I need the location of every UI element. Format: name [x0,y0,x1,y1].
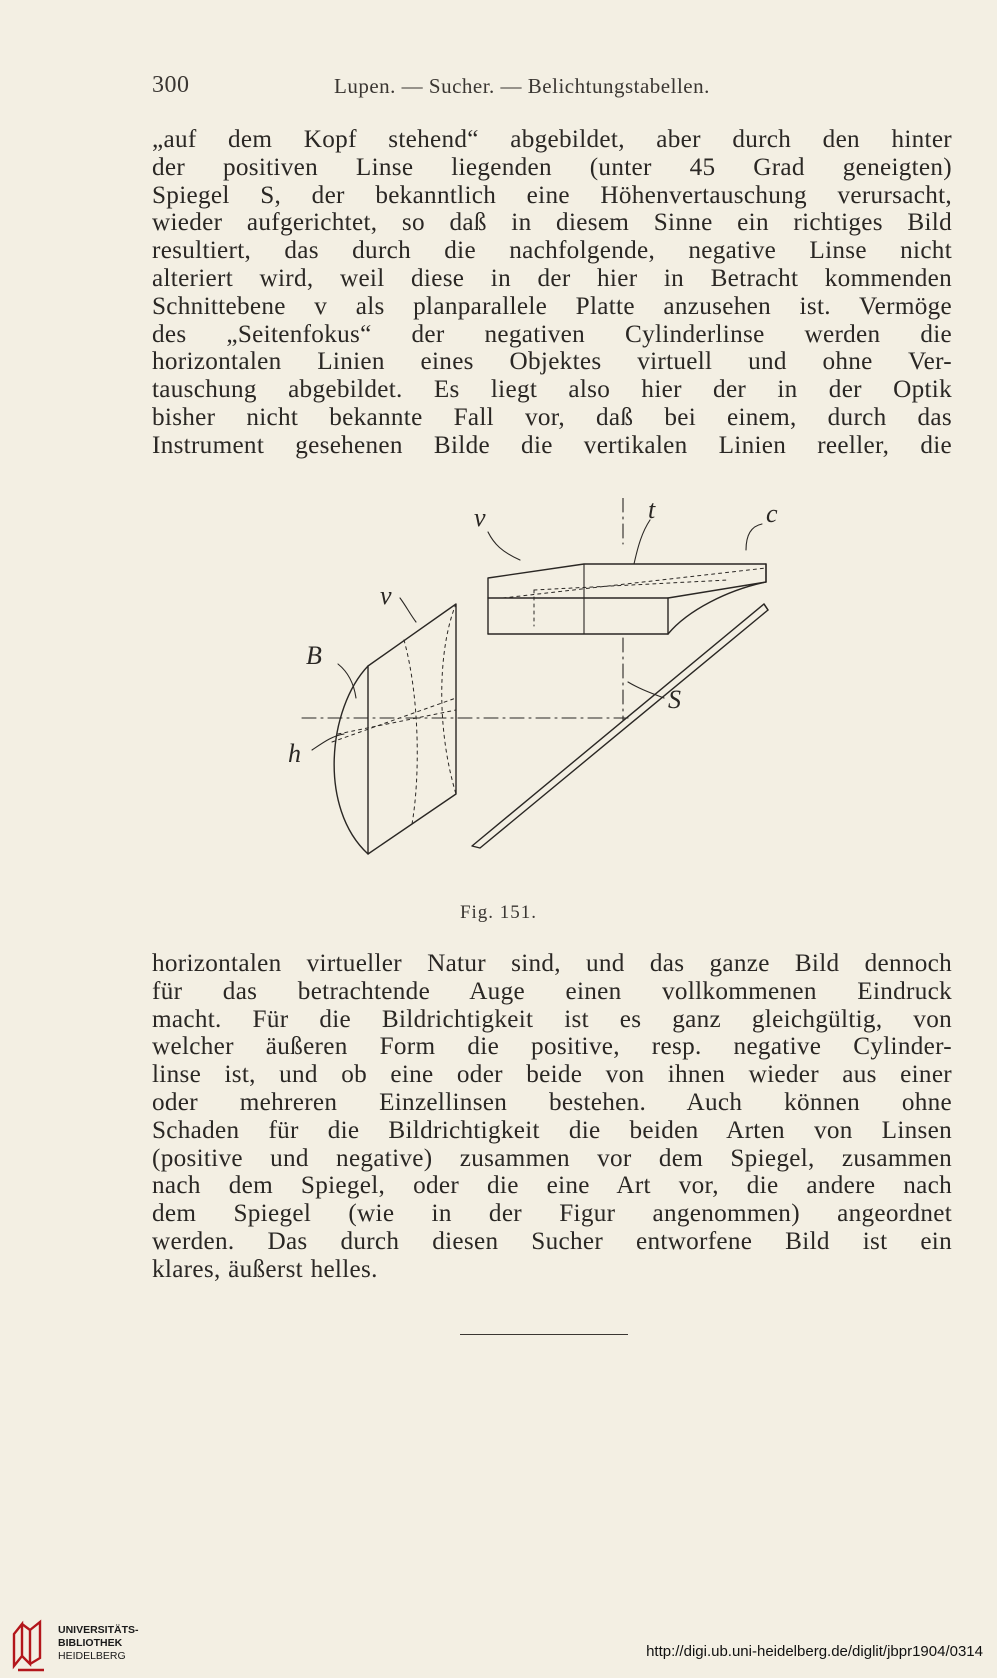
text-line: „auf dem Kopf stehend“ abgebildet, aber durch den hinter [152,126,952,153]
mirror-plate [472,604,768,848]
logo-line: UNIVERSITÄTS- [58,1624,139,1636]
paragraph-top [152,126,952,460]
text-line: oder mehreren Einzellinsen bestehen. Auch können ohne [152,1088,952,1116]
text-line: des „Seitenfokus“ der negativen Cylinderlinse werden die [152,320,952,348]
label-b: B [306,641,322,670]
text-line: der positiven Linse liegenden (unter 45 Grad geneigten) [152,153,952,181]
text-line: Spiegel S, der bekanntlich eine Höhenvertauschung verursacht, [152,181,952,209]
text-line: welcher äußeren Form die positive, resp. negative Cylinder- [152,1033,952,1061]
source-url[interactable]: http://digi.ub.uni-heidelberg.de/diglit/jbpr1904/0314 [646,1643,983,1660]
label-v-left: v [380,581,392,610]
label-s: S [668,685,681,714]
library-logo-text [58,1624,139,1663]
figure-caption: Fig. 151. [459,902,538,923]
logo-line: BIBLIOTHEK [58,1637,123,1649]
label-h: h [288,739,301,768]
text-line: Schaden für die Bildrichtigkeit die beiden Arten von Linsen [152,1116,952,1144]
text-line: resultiert, das durch die nachfolgende, negative Linse nicht [152,237,952,265]
leader-lines [312,520,762,750]
text-line: dem Spiegel (wie in der Figur angenommen) angeordnet [152,1200,952,1228]
page-header [152,72,952,104]
left-lens [332,604,456,854]
text-line: wieder aufgerichtet, so daß in diesem Sinne ein richtiges Bild [152,209,952,237]
library-logo-icon [10,1618,50,1672]
text-line: für das betrachtende Auge einen vollkommenen Eindruck [152,977,952,1005]
text-line: Schnittebene v als planparallele Platte anzusehen ist. Vermöge [152,292,952,320]
text-line: alteriert wird, weil diese in der hier in Betracht kommenden [152,264,952,292]
text-line: macht. Für die Bildrichtigkeit ist es ganz gleichgültig, von [152,1005,952,1033]
text-line: tauschung abgebildet. Es liegt also hier der in der Optik [152,376,952,404]
text-line: werden. Das durch diesen Sucher entworfene Bild ist ein [152,1227,952,1255]
logo-line: HEIDELBERG [58,1650,126,1662]
text-line: horizontalen Linien eines Objektes virtuell und ohne Ver- [152,348,952,376]
text-line: linse ist, und ob eine oder beide von ihnen wieder aus einer [152,1061,952,1089]
top-lens-plate [488,564,766,634]
text-line: bisher nicht bekannte Fall vor, daß bei einem, durch das [152,403,952,431]
figure-lens-diagram [288,498,848,888]
text-line: (positive und negative) zusammen vor dem Spiegel, zusammen [152,1144,952,1172]
library-logo [10,1618,160,1674]
text-line: klares, äußerst helles. [152,1255,378,1283]
end-rule [460,1334,628,1335]
running-title: Lupen. — Sucher. — Belichtungstabellen. [334,74,710,98]
label-c: c [766,499,778,528]
label-v-top: v [474,503,486,532]
page-number: 300 [152,72,190,98]
text-line: horizontalen virtueller Natur sind, und das ganze Bild dennoch [152,950,952,977]
paragraph-bottom [152,950,952,1284]
text-line: Instrument gesehenen Bilde die vertikalen Linien reeller, die [152,431,952,459]
label-t: t [648,498,656,524]
text-line: nach dem Spiegel, oder die eine Art vor, die andere nach [152,1172,952,1200]
